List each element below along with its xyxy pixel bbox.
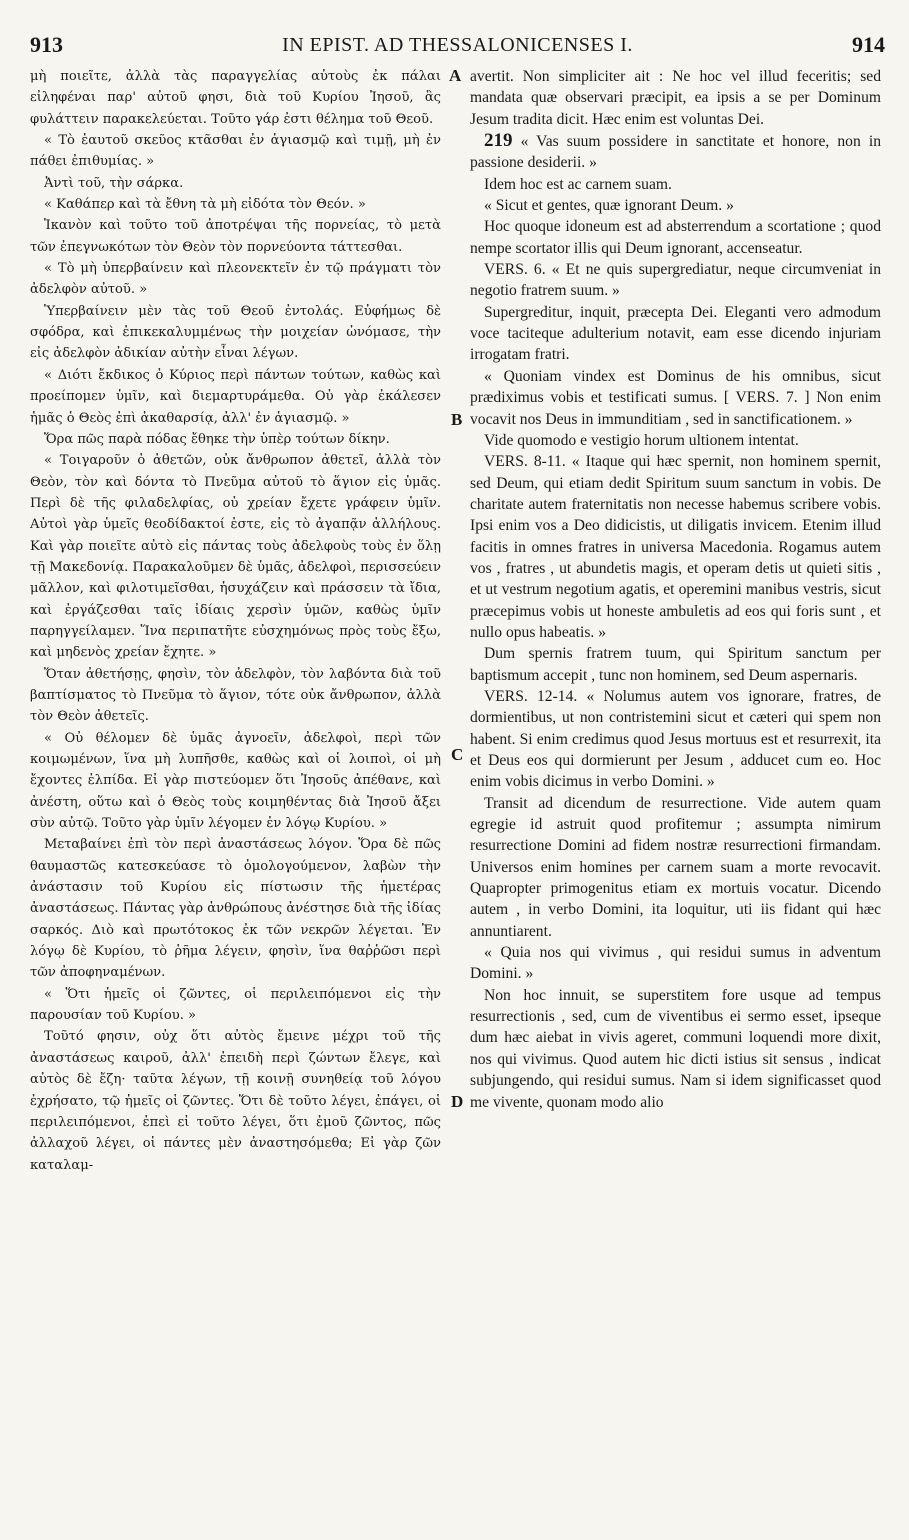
greek-paragraph: Ὅρα πῶς παρὰ πόδας ἔθηκε τὴν ὑπὲρ τούτων δίκην. — [44, 431, 390, 447]
greek-paragraph: Τοῦτό φησιν, οὐχ ὅτι αὐτὸς ἔμεινε μέχρι τοῦ τῆς ἀναστάσεως καιροῦ, ἀλλ' ἐπειδὴ περὶ ζώντων ἔλεγε, καὶ αὐτὸς δὲ ἔζη· ταῦτα λέγων, τῇ κοινῇ συνηθείᾳ τοῦ λόγου ἐχρήσατο, τῷ ἡμεῖς οἱ ζῶντες. Ὅτι δὲ τοῦτο λέγει, ἐπάγει, οἱ περιλειπόμενοι, ἐπεὶ εἰ τοῦτο λέγει, ὅτι ἐμοῦ ζῶντος, πῶς ἀλλαχοῦ λέγει, οἱ πάντες μὲν ἀναστησόμεθα; Εἰ γὰρ ζῶν καταλαμ- — [30, 1029, 441, 1173]
greek-paragraph: « Τὸ μὴ ὑπερβαίνειν καὶ πλεονεκτεῖν ἐν τῷ πράγματι τὸν ἀδελφὸν αὐτοῦ. » — [30, 261, 441, 298]
greek-paragraph: « Οὐ θέλομεν δὲ ὑμᾶς ἀγνοεῖν, ἀδελφοὶ, περὶ τῶν κοιμωμένων, ἵνα μὴ λυπῆσθε, καθὼς καὶ οἱ λοιποὶ, οἱ μὴ ἔχοντες ἐλπίδα. Εἰ γὰρ πιστεύομεν ὅτι Ἰησοῦς ἀπέθανε, καὶ ἀνέστη, οὕτω καὶ ὁ Θεὸς τοὺς κοιμηθέντας διὰ Ἰησοῦ ἄξει σὺν αὐτῷ. Τοῦτο γὰρ ὑμῖν λέγομεν ἐν λόγῳ Κυρίου. » — [30, 730, 441, 832]
greek-paragraph: « Καθάπερ καὶ τὰ ἔθνη τὰ μὴ εἰδότα τὸν Θεόν. » — [44, 197, 366, 213]
greek-paragraph: « Ὅτι ἡμεῖς οἱ ζῶντες, οἱ περιλειπόμενοι εἰς τὴν παρουσίαν τοῦ Κυρίου. » — [30, 986, 441, 1024]
margin-letter-a: A — [449, 66, 462, 85]
latin-paragraph: VERS. 6. « Et ne quis supergrediatur, neque circumveniat in negotio fratrem suum. » — [470, 261, 881, 300]
greek-paragraph: Μεταβαίνει ἐπὶ τὸν περὶ ἀναστάσεως λόγον. Ὅρα δὲ πῶς θαυμαστῶς κατεσκεύασε τὸ ὁμολογούμενον, λαβὼν τὴν ἀνάστασιν τοῦ Κυρίου εἰς πίστωσιν τῆς ἡμετέρας ἀναστάσεως. Πάντας γὰρ ἀνθρώπους ἀνέστησε διὰ τῆς ἰδίας σαρκός. Διὸ καὶ πρωτότοκος ἐκ τῶν νεκρῶν λέγεται. Ἐν λόγῳ δὲ Κυρίου, τὸ ῥῆμα λέγειν, φησὶν, ἵνα θαῤῥῶσι περὶ τῶν ἀποφηναμένων. — [30, 837, 441, 981]
latin-paragraph: Hoc quoque idoneum est ad absterrendum a scortatione ; quod nempe scortator illis qui Deum ignorant, accenseatur. — [470, 218, 881, 257]
page-number-left: 913 — [30, 32, 63, 57]
column-number: 219 — [484, 130, 513, 152]
latin-paragraph: avertit. Non simpliciter ait : Ne hoc vel illud feceritis; sed mandata quæ observari præcipit, ea ipsis a se per Dominum Jesum tradita dicit. Hæc enim est voluntas Dei. — [470, 68, 881, 128]
margin-letter-c: C — [451, 745, 464, 764]
latin-paragraph: Non hoc innuit, se superstitem fore usque ad tempus resurrectionis , sed, cum de viventibus ei sermo esset, ipseque dum hæc aiebat in vivis ageret, communi loquendi more dixit, nos qui vivimus. Quod autem hic dicti istius sit sensus , indicat subjungendo, qui residui sumus. Nam si idem significasset quod me vivente, quonam modo alio — [470, 986, 881, 1111]
latin-paragraph: « Quoniam vindex est Dominus de his omnibus, sicut prædiximus vobis et testificati sumus. [ VERS. 7. ] Non enim vocavit nos Deus in immunditiam , sed in sanctificationem. » — [470, 367, 881, 428]
greek-column — [30, 66, 441, 1176]
latin-paragraph: « Sicut et gentes, quæ ignorant Deum. » — [484, 197, 734, 215]
greek-paragraph: Ἱκανὸν καὶ τοῦτο τοῦ ἀποτρέψαι τῆς πορνείας, τὸ μετὰ τῶν ἐπεγνωκότων τὸν Θεὸν τὸν πορνεύοντα τάττεσθαι. — [30, 218, 441, 255]
greek-paragraph: « Διότι ἔκδικος ὁ Κύριος περὶ πάντων τούτων, καθὼς καὶ προείπομεν ὑμῖν, καὶ διεμαρτυράμεθα. Οὐ γὰρ ἐκάλεσεν ἡμᾶς ὁ Θεὸς ἐπὶ ἀκαθαρσίᾳ, ἀλλ' ἐν ἁγιασμῷ. » — [30, 367, 441, 426]
latin-paragraph: « Quia nos qui vivimus , qui residui sumus in adventum Domini. » — [470, 944, 881, 983]
latin-paragraph: Supergreditur, inquit, præcepta Dei. Eleganti vero admodum voce taciteque adulterium notavit, eam esse dicendo injuriam irrogatam fratri. — [470, 303, 881, 364]
greek-paragraph: « Τὸ ἑαυτοῦ σκεῦος κτᾶσθαι ἐν ἁγιασμῷ καὶ τιμῇ, μὴ ἐν πάθει ἐπιθυμίας. » — [30, 133, 441, 170]
latin-paragraph: Transit ad dicendum de resurrectione. Vide autem quam egregie id astruit quod profitemur ; assumpta nimirum resurrectione Domini ad fidem nostræ resurrectioni firmandam. Universos enim homines per carnem suam a morte revocavit. Quapropter primogenitus etiam ex mortuis vocatur. Dicendo autem , in verbo Domini, ita loquitur, uti iis fidant qui hæc annuntiarent. — [470, 794, 881, 940]
margin-letter-d: D — [451, 1092, 464, 1111]
margin-letter-b: B — [451, 410, 463, 429]
latin-paragraph: VERS. 12-14. « Nolumus autem vos ignorare, fratres, de dormientibus, ut non contristemini sicut et cæteri qui spem non habent. Si enim credimus quod Jesus mortuus est et resurrexit, ita et Deus eos qui dormierunt per Jesum , adducet cum eo. Hoc enim vobis dicimus in verbo Domini. » — [470, 687, 881, 791]
latin-paragraph: VERS. 8-11. « Itaque qui hæc spernit, non hominem spernit, sed Deum, qui etiam dedit Spiritum suum sanctum in vobis. De charitate autem fraternitatis non necesse habemus scribere vobis. Ipsi enim vos a Deo didicistis, ut diligatis invicem. Etenim illud facitis in omnes fratres in universa Macedonia. Rogamus autem vos , fratres , ut abundetis magis, et operam detis ut quieti sitis , et ut vestrum negotium agatis, et operemini manibus vestris, sicut præcepimus vobis ut honeste ambuletis ad eos qui foris sunt , et nullo opus habeatis. » — [470, 453, 881, 641]
latin-paragraph: Dum spernis fratrem tuum, qui Spiritum sanctum per baptismum accepit , tunc non hominem, sed Deum aspernaris. — [470, 645, 881, 684]
latin-paragraph: « Vas suum possidere in sanctitate et honore, non in passione desiderii. » — [470, 133, 881, 172]
page-header — [30, 32, 885, 62]
greek-paragraph: μὴ ποιεῖτε, ἀλλὰ τὰς παραγγελίας αὐτοὺς ἐκ πάλαι εἰληφέναι παρ' αὐτοῦ φησι, διὰ τοῦ Κυρίου Ἰησοῦ, ἃς φυλάττειν παρακελεύεται. Τοῦτο γάρ ἐστι θέλημα τοῦ Θεοῦ. — [30, 69, 441, 127]
page-number-right: 914 — [852, 32, 885, 57]
greek-paragraph: Ὅταν ἀθετήσῃς, φησὶν, τὸν ἀδελφὸν, τὸν λαβόντα διὰ τοῦ βαπτίσματος τὸ Πνεῦμα τὸ ἅγιον, τότε οὐκ ἄνθρωπον, ἀλλὰ τὸν Θεὸν ἀθετεῖς. — [30, 666, 441, 725]
running-title: IN EPIST. AD THESSALONICENSES I. — [282, 34, 633, 56]
latin-paragraph: Vide quomodo e vestigio horum ultionem intentat. — [484, 431, 799, 449]
greek-paragraph: Ἀντὶ τοῦ, τὴν σάρκα. — [44, 175, 184, 191]
latin-column — [470, 66, 881, 1113]
latin-paragraph: Idem hoc est ac carnem suam. — [484, 175, 672, 193]
greek-paragraph: « Τοιγαροῦν ὁ ἀθετῶν, οὐκ ἄνθρωπον ἀθετεῖ, ἀλλὰ τὸν Θεὸν, τὸν καὶ δόντα τὸ Πνεῦμα αὐτοῦ τὸ ἅγιον εἰς ὑμᾶς. Περὶ δὲ τῆς φιλαδελφίας, οὐ χρείαν ἔχετε γράφειν ὑμῖν. Αὐτοὶ γὰρ ὑμεῖς θεοδίδακτοί ἐστε, εἰς τὸ ἀγαπᾷν ἀλλήλους. Καὶ γὰρ ποιεῖτε αὐτὸ εἰς πάντας τοὺς ἀδελφοὺς τοὺς ἐν ὅλῃ τῇ Μακεδονίᾳ. Παρακαλοῦμεν δὲ ὑμᾶς, ἀδελφοὶ, περισσεύειν μᾶλλον, καὶ φιλοτιμεῖσθαι, ἡσυχάζειν καὶ πράσσειν τὰ ἴδια, καὶ ἐργάζεσθαι ταῖς ἰδίαις χερσὶν ὑμῶν, καθὼς ὑμῖν παρηγγείλαμεν. Ἵνα περιπατῆτε εὐσχημόνως πρὸς τοὺς ἔξω, καὶ μηδενὸς χρείαν ἔχητε. » — [30, 453, 441, 661]
greek-paragraph: Ὑπερβαίνειν μὲν τὰς τοῦ Θεοῦ ἐντολάς. Εὐφήμως δὲ σφόδρα, καὶ ἐπικεκαλυμμένως τὴν μοιχείαν ὠνόμασε, τὴν εἰς ἀδελφὸν ἀδικίαν αὐτὴν εἶναι λέγων. — [30, 303, 441, 362]
